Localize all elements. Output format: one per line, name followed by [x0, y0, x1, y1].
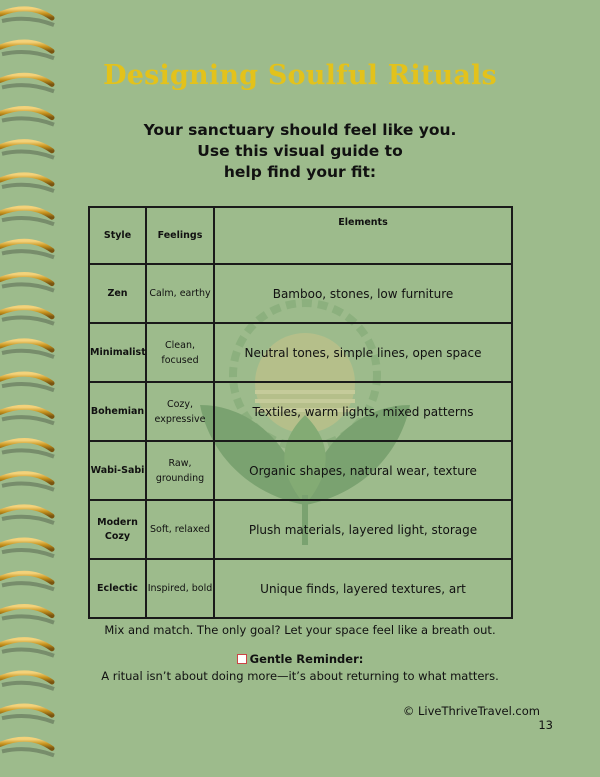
spiral-ring-shadow [2, 417, 54, 423]
style-guide-table [88, 206, 513, 619]
spiral-ring-shadow [2, 384, 54, 390]
reminder-label: Gentle Reminder: [249, 652, 364, 666]
spiral-ring [0, 573, 52, 582]
style-cell: Modern Cozy [89, 500, 146, 559]
gentle-reminder-heading [0, 652, 600, 666]
feelings-cell: Soft, relaxed [146, 500, 214, 559]
header-feelings: Feelings [146, 207, 214, 264]
spiral-ring-shadow [2, 351, 54, 357]
spiral-ring [0, 640, 52, 649]
spiral-ring-shadow [2, 19, 54, 25]
spiral-ring [0, 374, 52, 383]
spiral-ring-shadow [2, 517, 54, 523]
style-cell: Zen [89, 264, 146, 323]
elements-cell: Textiles, warm lights, mixed patterns [214, 382, 512, 441]
page-title: Designing Soulful Rituals [103, 60, 497, 91]
feelings-cell: Calm, earthy [146, 264, 214, 323]
mix-and-match-text: Mix and match. The only goal? Let your space feel like a breath out. [104, 623, 496, 637]
spiral-ring-shadow [2, 185, 54, 191]
spiral-ring [0, 739, 52, 748]
spiral-ring [0, 42, 52, 51]
spiral-ring [0, 9, 52, 18]
spiral-ring [0, 606, 52, 615]
spiral-ring-shadow [2, 318, 54, 324]
table-row [89, 441, 512, 500]
spiral-ring-shadow [2, 683, 54, 689]
reminder-text: A ritual isn’t about doing more—it’s about returning to what matters. [101, 669, 499, 683]
spiral-ring-shadow [2, 52, 54, 58]
spiral-ring [0, 341, 52, 350]
subtitle [0, 120, 600, 183]
spiral-ring-shadow [2, 550, 54, 556]
subtitle-line: Use this visual guide to [197, 142, 403, 160]
elements-cell: Bamboo, stones, low furniture [214, 264, 512, 323]
table-row [89, 264, 512, 323]
spiral-ring [0, 407, 52, 416]
spiral-ring-shadow [2, 251, 54, 257]
spiral-ring-shadow [2, 218, 54, 224]
spiral-ring [0, 108, 52, 117]
page-number: 13 [538, 718, 553, 732]
spiral-ring [0, 274, 52, 283]
checkbox-icon [237, 654, 247, 664]
feelings-cell: Cozy, expressive [146, 382, 214, 441]
spiral-ring [0, 507, 52, 516]
header-elements: Elements [214, 207, 512, 264]
spiral-ring-shadow [2, 284, 54, 290]
style-cell: Wabi-Sabi [89, 441, 146, 500]
elements-cell: Unique finds, layered textures, art [214, 559, 512, 618]
header-style: Style [89, 207, 146, 264]
table-row [89, 323, 512, 382]
table-row [89, 559, 512, 618]
spiral-ring [0, 706, 52, 715]
elements-cell: Organic shapes, natural wear, texture [214, 441, 512, 500]
spiral-ring-shadow [2, 749, 54, 755]
table-row [89, 500, 512, 559]
spiral-ring [0, 308, 52, 317]
feelings-cell: Inspired, bold [146, 559, 214, 618]
table-header-row [89, 207, 512, 264]
feelings-cell: Clean, focused [146, 323, 214, 382]
elements-cell: Neutral tones, simple lines, open space [214, 323, 512, 382]
spiral-ring-shadow [2, 583, 54, 589]
spiral-ring-shadow [2, 484, 54, 490]
elements-cell: Plush materials, layered light, storage [214, 500, 512, 559]
style-cell: Minimalist [89, 323, 146, 382]
spiral-ring [0, 440, 52, 449]
style-cell: Bohemian [89, 382, 146, 441]
spiral-ring [0, 540, 52, 549]
subtitle-line: help find your fit: [223, 163, 377, 181]
spiral-ring-shadow [2, 716, 54, 722]
subtitle-line: Your sanctuary should feel like you. [143, 121, 457, 139]
spiral-ring [0, 241, 52, 250]
spiral-ring [0, 474, 52, 483]
spiral-ring-shadow [2, 616, 54, 622]
feelings-cell: Raw, grounding [146, 441, 214, 500]
spiral-ring [0, 208, 52, 217]
style-cell: Eclectic [89, 559, 146, 618]
copyright: © LiveThriveTravel.com [402, 704, 540, 718]
spiral-ring-shadow [2, 450, 54, 456]
table-row [89, 382, 512, 441]
